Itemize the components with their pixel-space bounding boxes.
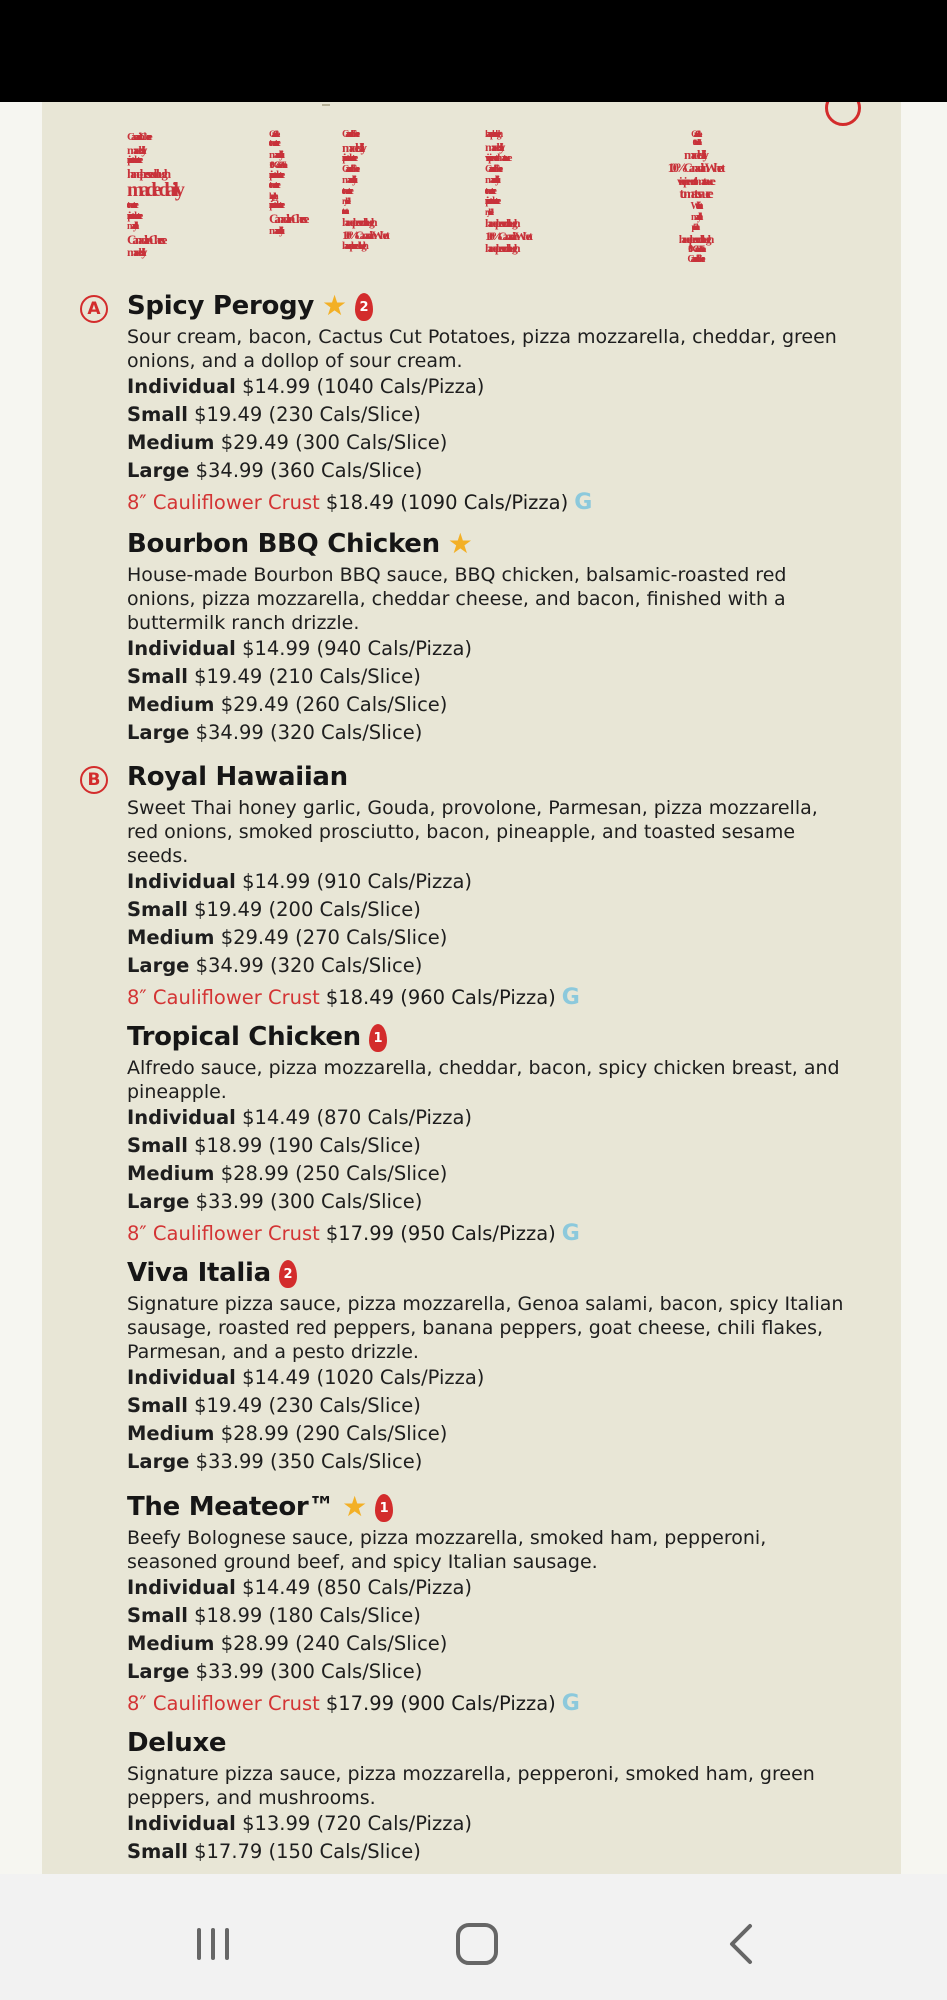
price-row: Individual $14.49 (1020 Cals/Pizza)	[127, 1366, 485, 1389]
price-row: Small $19.49 (230 Cals/Slice)	[127, 1394, 421, 1417]
item-title: Royal Hawaiian	[127, 762, 348, 792]
item-title-row	[127, 1256, 847, 1290]
badge-circle-partial	[825, 102, 861, 126]
price-row: Small $17.79 (150 Cals/Slice)	[127, 1840, 421, 1863]
price-row: Small $18.99 (180 Cals/Slice)	[127, 1604, 421, 1627]
item-description: Sweet Thai honey garlic, Gouda, provolone, Parmesan, pizza mozzarella, red onions, smoked prosciutto, bacon, pineapple, and toasted sesame seeds.	[127, 797, 818, 867]
status-bar	[0, 0, 947, 102]
price-row: Large $33.99 (350 Cals/Slice)	[127, 1450, 423, 1473]
home-icon	[453, 1920, 501, 1968]
price-row: Individual $14.49 (870 Cals/Pizza)	[127, 1106, 473, 1129]
divider	[322, 102, 330, 106]
price-row: Medium $29.49 (300 Cals/Slice)	[127, 431, 448, 454]
home-button[interactable]	[447, 1914, 507, 1974]
wordart-letter-z1: Canadian Cheese made daily vine-ripened tomato sauce Canadian Cheese made daily tomato sauce made daily tomato sauce hand-pressed dough 100% Canadian Wheat hand-pressed dough	[342, 130, 386, 253]
menu-item-royal-hawaiian[interactable]	[127, 760, 847, 1012]
pizza-wordart-heading	[127, 130, 807, 272]
price-row: Medium $29.49 (270 Cals/Slice)	[127, 926, 448, 949]
price-row: Small $19.49 (210 Cals/Slice)	[127, 665, 421, 688]
price-row: Small $19.49 (200 Cals/Slice)	[127, 898, 421, 921]
price-row: Large $34.99 (320 Cals/Slice)	[127, 721, 423, 744]
item-title: Deluxe	[127, 1728, 227, 1758]
item-title-row	[127, 1490, 847, 1524]
gluten-free-icon: G	[561, 985, 580, 1010]
menu-item-viva-italia[interactable]	[127, 1256, 847, 1476]
gluten-free-icon: G	[574, 490, 593, 515]
item-description: Sour cream, bacon, Cactus Cut Potatoes, pizza mozzarella, cheddar, green onions, and a dollop of sour cream.	[127, 326, 837, 372]
price-row: Individual $13.99 (720 Cals/Pizza)	[127, 1812, 473, 1835]
star-icon: ★	[342, 1490, 367, 1523]
price-row: Individual $14.99 (1040 Cals/Pizza)	[127, 375, 485, 398]
badge-b: B	[80, 766, 108, 794]
item-description: Alfredo sauce, pizza mozzarella, cheddar, bacon, spicy chicken breast, and pineapple.	[127, 1057, 840, 1103]
item-title-row	[127, 760, 847, 794]
price-row: Medium $28.99 (250 Cals/Slice)	[127, 1162, 448, 1185]
menu-item-spicy-perogy[interactable]	[127, 289, 847, 517]
back-button[interactable]	[712, 1914, 772, 1974]
menu-item-deluxe[interactable]	[127, 1726, 847, 1866]
price-row: Individual $14.99 (940 Cals/Pizza)	[127, 637, 473, 660]
item-description: Signature pizza sauce, pizza mozzarella, Genoa salami, bacon, spicy Italian sausage, roasted red peppers, banana peppers, goat cheese, chili flakes, Parmesan, and a pesto drizzle.	[127, 1293, 844, 1363]
cauliflower-crust-row: 8″ Cauliflower Crust $18.49 (1090 Cals/Pizza) G	[127, 489, 847, 517]
cauliflower-crust-row: 8″ Cauliflower Crust $17.99 (950 Cals/Pizza) G	[127, 1220, 847, 1248]
item-title-row	[127, 1726, 847, 1760]
price-row: Small $18.99 (190 Cals/Slice)	[127, 1134, 421, 1157]
navigation-bar	[0, 1874, 947, 2000]
item-description: Beefy Bolognese sauce, pizza mozzarella, smoked ham, pepperoni, seasoned ground beef, and spicy Italian sausage.	[127, 1527, 767, 1573]
item-title-row	[127, 1020, 847, 1054]
chili-1-icon: 1	[375, 1494, 393, 1522]
gluten-free-icon: G	[561, 1221, 580, 1246]
cauliflower-crust-row: 8″ Cauliflower Crust $17.99 (900 Cals/Pizza) G	[127, 1690, 847, 1718]
menu-item-the-meateor[interactable]	[127, 1490, 847, 1718]
cauliflower-crust-row: 8″ Cauliflower Crust $18.49 (960 Cals/Pizza) G	[127, 984, 847, 1012]
price-row: Large $34.99 (360 Cals/Slice)	[127, 459, 423, 482]
menu-panel	[42, 102, 901, 1874]
price-row: Large $33.99 (300 Cals/Slice)	[127, 1190, 423, 1213]
price-row: Medium $29.49 (260 Cals/Slice)	[127, 693, 448, 716]
item-title: Viva Italia	[127, 1258, 271, 1288]
price-row: Individual $14.49 (850 Cals/Pizza)	[127, 1576, 473, 1599]
price-row: Individual $14.99 (910 Cals/Pizza)	[127, 870, 473, 893]
back-icon	[722, 1920, 762, 1968]
price-row: Medium $28.99 (290 Cals/Slice)	[127, 1422, 448, 1445]
item-title: Spicy Perogy	[127, 291, 314, 321]
chili-2-icon: 2	[279, 1260, 297, 1288]
price-row: Large $34.99 (320 Cals/Slice)	[127, 954, 423, 977]
item-title: Bourbon BBQ Chicken	[127, 529, 440, 559]
item-title: Tropical Chicken	[127, 1022, 361, 1052]
recent-apps-button[interactable]	[183, 1914, 243, 1974]
wordart-letter-a: Canadian Cheese 100% Canadian Wheat made daily 100% Canadian Wheat vine-ripened tomato sauce tomato sauce Wheat flour made daily vine-ripened tomato sauce hand-pressed dough 100% Canadian Wheat Canadian Cheese	[667, 130, 722, 265]
item-description: Signature pizza sauce, pizza mozzarella, pepperoni, smoked ham, green peppers, and mushrooms.	[127, 1763, 815, 1809]
item-description: House-made Bourbon BBQ sauce, BBQ chicken, balsamic-roasted red onions, pizza mozzarella, cheddar cheese, and bacon, finished with a buttermilk ranch drizzle.	[127, 564, 787, 634]
star-icon: ★	[322, 289, 347, 322]
badge-a: A	[80, 295, 108, 323]
wordart-letter-z2: hand-pressed dough made daily vine-ripened tomato sauce Canadian Cheese made daily tomato sauce vine-ripened tomato sauce made daily hand-pressed dough 100% Canadian Wheat hand-pressed dough	[485, 130, 529, 256]
wordart-letter-i: Canadian Cheese tomato sauce made daily 100% Canadian Wheat vine-ripened tomato sauce tomato sauce hand-pressed dough vine-ripened tomato sauce Canadian Cheese made daily	[269, 130, 306, 237]
item-title-row	[127, 527, 847, 561]
item-title: The Meateor™	[127, 1492, 335, 1522]
price-row: Small $19.49 (230 Cals/Slice)	[127, 403, 421, 426]
price-row: Medium $28.99 (240 Cals/Slice)	[127, 1632, 448, 1655]
menu-item-bourbon-bbq-chicken[interactable]	[127, 527, 847, 747]
menu-item-tropical-chicken[interactable]	[127, 1020, 847, 1248]
chili-2-icon: 2	[355, 293, 373, 321]
gluten-free-icon: G	[561, 1691, 580, 1716]
star-icon: ★	[447, 527, 473, 560]
recent-apps-icon	[191, 1922, 235, 1966]
price-row: Large $33.99 (300 Cals/Slice)	[127, 1660, 423, 1683]
item-title-row	[127, 289, 847, 323]
wordart-letter-p: Canadian Cheese made daily vine-ripened tomato sauce hand-pressed dough made daily tomato sauce vine-ripened tomato sauce made daily Canadian Cheese made daily	[127, 131, 181, 260]
chili-1-icon: 1	[369, 1024, 387, 1052]
